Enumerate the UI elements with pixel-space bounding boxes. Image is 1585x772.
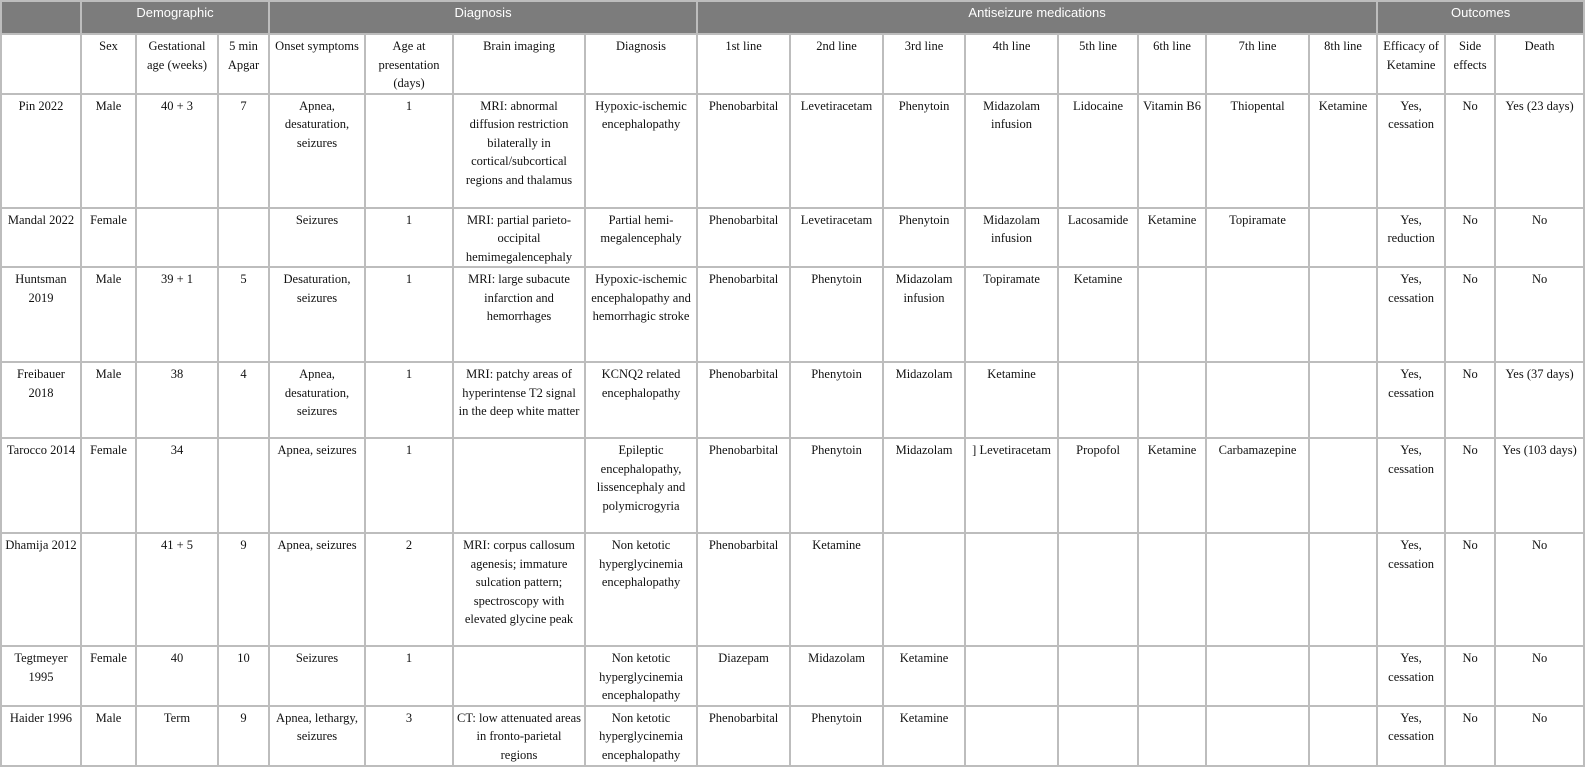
col-header-line2: 2nd line [790,34,883,94]
cell-line1: Phenobarbital [697,208,790,268]
table-row [1,438,1584,533]
cell-sex: Male [81,706,136,766]
cell-line8 [1309,438,1377,533]
cell-gestational-age: 38 [136,362,218,438]
cell-study: Tegtmeyer 1995 [1,646,81,706]
table-row [1,267,1584,362]
cell-line8 [1309,533,1377,646]
table-row [1,362,1584,438]
cell-efficacy: Yes, cessation [1377,362,1445,438]
cell-line2: Phenytoin [790,438,883,533]
cell-side-effects: No [1445,706,1495,766]
col-header-line3: 3rd line [883,34,965,94]
cell-gestational-age: 39 + 1 [136,267,218,362]
cell-age: 2 [365,533,453,646]
cell-death: No [1495,706,1584,766]
cell-imaging: MRI: large subacute infarction and hemorrhages [453,267,585,362]
cell-diagnosis: Partial hemi-megalencephaly [585,208,697,268]
cell-line3: Ketamine [883,706,965,766]
col-header-line8: 8th line [1309,34,1377,94]
cell-line5 [1058,646,1138,706]
cell-diagnosis: Hypoxic-ischemic encephalopathy and hemorrhagic stroke [585,267,697,362]
cell-apgar [218,208,269,268]
cell-sex: Male [81,267,136,362]
table-row [1,94,1584,208]
cell-line7: Carbamazepine [1206,438,1309,533]
table-row [1,646,1584,706]
cell-line5: Lacosamide [1058,208,1138,268]
col-header-side-effects: Side effects [1445,34,1495,94]
col-header-apgar: 5 min Apgar [218,34,269,94]
cell-gestational-age: 34 [136,438,218,533]
cell-side-effects: No [1445,267,1495,362]
cell-line7: Thiopental [1206,94,1309,208]
cell-imaging: MRI: patchy areas of hyperintense T2 signal in the deep white matter [453,362,585,438]
cell-study: Mandal 2022 [1,208,81,268]
cell-onset: Apnea, desaturation, seizures [269,362,365,438]
cell-line6: Ketamine [1138,438,1206,533]
cell-line1: Phenobarbital [697,94,790,208]
cell-gestational-age [136,208,218,268]
cell-imaging [453,438,585,533]
cell-apgar: 9 [218,533,269,646]
cell-efficacy: Yes, reduction [1377,208,1445,268]
cell-line8 [1309,362,1377,438]
cell-line6: Vitamin B6 [1138,94,1206,208]
cell-line6 [1138,533,1206,646]
cell-line1: Diazepam [697,646,790,706]
cell-line6: Ketamine [1138,208,1206,268]
cell-line3: Phenytoin [883,94,965,208]
col-header-line1: 1st line [697,34,790,94]
cell-side-effects: No [1445,208,1495,268]
cell-line1: Phenobarbital [697,362,790,438]
cell-age: 1 [365,646,453,706]
col-header-line7: 7th line [1206,34,1309,94]
cell-age: 1 [365,438,453,533]
cell-diagnosis: Non ketotic hyperglycinemia encephalopathy [585,706,697,766]
cell-study: Huntsman 2019 [1,267,81,362]
cell-efficacy: Yes, cessation [1377,533,1445,646]
cell-sex: Female [81,208,136,268]
cell-imaging [453,646,585,706]
cell-diagnosis: Epileptic encephalopathy, lissencephaly and polymicrogyria [585,438,697,533]
cell-study: Freibauer 2018 [1,362,81,438]
cell-age: 1 [365,267,453,362]
cell-line2: Midazolam [790,646,883,706]
group-header-empty [1,1,81,34]
cell-onset: Seizures [269,646,365,706]
col-header-brain-imaging: Brain imaging [453,34,585,94]
cell-line8 [1309,706,1377,766]
cell-line7 [1206,646,1309,706]
col-header-efficacy: Efficacy of Ketamine [1377,34,1445,94]
col-header-study [1,34,81,94]
cell-onset: Apnea, lethargy, seizures [269,706,365,766]
cell-gestational-age: 40 + 3 [136,94,218,208]
cell-sex: Female [81,646,136,706]
group-header-row [1,1,1584,34]
cell-line7 [1206,533,1309,646]
cell-sex: Male [81,362,136,438]
cell-imaging: MRI: corpus callosum agenesis; immature sulcation pattern; spectroscopy with elevated glycine peak [453,533,585,646]
cell-sex [81,533,136,646]
cell-line4: Topiramate [965,267,1058,362]
cell-study: Haider 1996 [1,706,81,766]
cell-gestational-age: Term [136,706,218,766]
cell-line4 [965,646,1058,706]
cell-line6 [1138,646,1206,706]
cell-line1: Phenobarbital [697,267,790,362]
cell-diagnosis: Non ketotic hyperglycinemia encephalopathy [585,646,697,706]
cell-age: 1 [365,362,453,438]
table-row [1,533,1584,646]
cell-line2: Ketamine [790,533,883,646]
col-header-line6: 6th line [1138,34,1206,94]
col-header-death: Death [1495,34,1584,94]
cell-sex: Male [81,94,136,208]
cell-death: Yes (23 days) [1495,94,1584,208]
col-header-onset: Onset symptoms [269,34,365,94]
cell-gestational-age: 40 [136,646,218,706]
cell-line2: Levetiracetam [790,208,883,268]
cell-line7: Topiramate [1206,208,1309,268]
group-header-diagnosis: Diagnosis [269,1,697,34]
cell-onset: Apnea, seizures [269,533,365,646]
cell-age: 3 [365,706,453,766]
cell-line2: Phenytoin [790,706,883,766]
cell-diagnosis: KCNQ2 related encephalopathy [585,362,697,438]
cell-onset: Apnea, seizures [269,438,365,533]
cell-efficacy: Yes, cessation [1377,267,1445,362]
cell-line1: Phenobarbital [697,706,790,766]
cell-line5: Lidocaine [1058,94,1138,208]
cell-imaging: MRI: abnormal diffusion restriction bilaterally in cortical/subcortical regions and thalamus [453,94,585,208]
cell-line2: Levetiracetam [790,94,883,208]
cell-onset: Seizures [269,208,365,268]
cell-death: No [1495,208,1584,268]
cell-line8 [1309,646,1377,706]
cell-study: Dhamija 2012 [1,533,81,646]
group-header-demographic: Demographic [81,1,269,34]
cell-line4: Midazolam infusion [965,208,1058,268]
cell-onset: Desaturation, seizures [269,267,365,362]
cell-death: No [1495,267,1584,362]
cell-onset: Apnea, desaturation, seizures [269,94,365,208]
cell-line6 [1138,362,1206,438]
cell-line6 [1138,267,1206,362]
cell-efficacy: Yes, cessation [1377,706,1445,766]
cell-gestational-age: 41 + 5 [136,533,218,646]
col-header-gestational-age: Gestational age (weeks) [136,34,218,94]
cell-line3: Midazolam infusion [883,267,965,362]
cell-line5: Ketamine [1058,267,1138,362]
cell-line2: Phenytoin [790,362,883,438]
cell-death: No [1495,533,1584,646]
cell-apgar: 4 [218,362,269,438]
cell-line1: Phenobarbital [697,438,790,533]
cell-line6 [1138,706,1206,766]
cell-line7 [1206,706,1309,766]
cell-line4: ] Levetiracetam [965,438,1058,533]
cell-apgar: 7 [218,94,269,208]
col-header-line5: 5th line [1058,34,1138,94]
cell-side-effects: No [1445,533,1495,646]
cell-line5: Propofol [1058,438,1138,533]
cell-apgar: 10 [218,646,269,706]
cell-apgar [218,438,269,533]
col-header-sex: Sex [81,34,136,94]
cell-line4: Midazolam infusion [965,94,1058,208]
cell-diagnosis: Non ketotic hyperglycinemia encephalopathy [585,533,697,646]
cell-imaging: CT: low attenuated areas in fronto-parietal regions [453,706,585,766]
cell-line8 [1309,267,1377,362]
cell-sex: Female [81,438,136,533]
cell-line1: Phenobarbital [697,533,790,646]
cell-efficacy: Yes, cessation [1377,646,1445,706]
cell-apgar: 5 [218,267,269,362]
cell-apgar: 9 [218,706,269,766]
col-header-age-presentation: Age at presentation (days) [365,34,453,94]
cell-side-effects: No [1445,646,1495,706]
cell-side-effects: No [1445,362,1495,438]
cell-age: 1 [365,208,453,268]
column-header-row [1,34,1584,94]
cell-line5 [1058,533,1138,646]
cell-age: 1 [365,94,453,208]
cell-line7 [1206,362,1309,438]
cell-line7 [1206,267,1309,362]
cell-line8 [1309,208,1377,268]
table-row [1,208,1584,268]
cell-death: Yes (103 days) [1495,438,1584,533]
cell-line3: Midazolam [883,362,965,438]
cell-line3: Phenytoin [883,208,965,268]
cell-study: Pin 2022 [1,94,81,208]
table-row [1,706,1584,766]
cell-efficacy: Yes, cessation [1377,438,1445,533]
group-header-medications: Antiseizure medications [697,1,1377,34]
cell-death: Yes (37 days) [1495,362,1584,438]
cell-line5 [1058,706,1138,766]
col-header-diagnosis: Diagnosis [585,34,697,94]
cell-line8: Ketamine [1309,94,1377,208]
cell-line2: Phenytoin [790,267,883,362]
cell-diagnosis: Hypoxic-ischemic encephalopathy [585,94,697,208]
col-header-line4: 4th line [965,34,1058,94]
cell-line4 [965,533,1058,646]
cell-side-effects: No [1445,438,1495,533]
cell-line3: Midazolam [883,438,965,533]
cell-line4: Ketamine [965,362,1058,438]
cell-line4 [965,706,1058,766]
cell-line3: Ketamine [883,646,965,706]
cell-efficacy: Yes, cessation [1377,94,1445,208]
group-header-outcomes: Outcomes [1377,1,1584,34]
cell-line3 [883,533,965,646]
cell-line5 [1058,362,1138,438]
cell-side-effects: No [1445,94,1495,208]
cell-death: No [1495,646,1584,706]
cell-study: Tarocco 2014 [1,438,81,533]
cell-imaging: MRI: partial parieto-occipital hemimegalencephaly [453,208,585,268]
